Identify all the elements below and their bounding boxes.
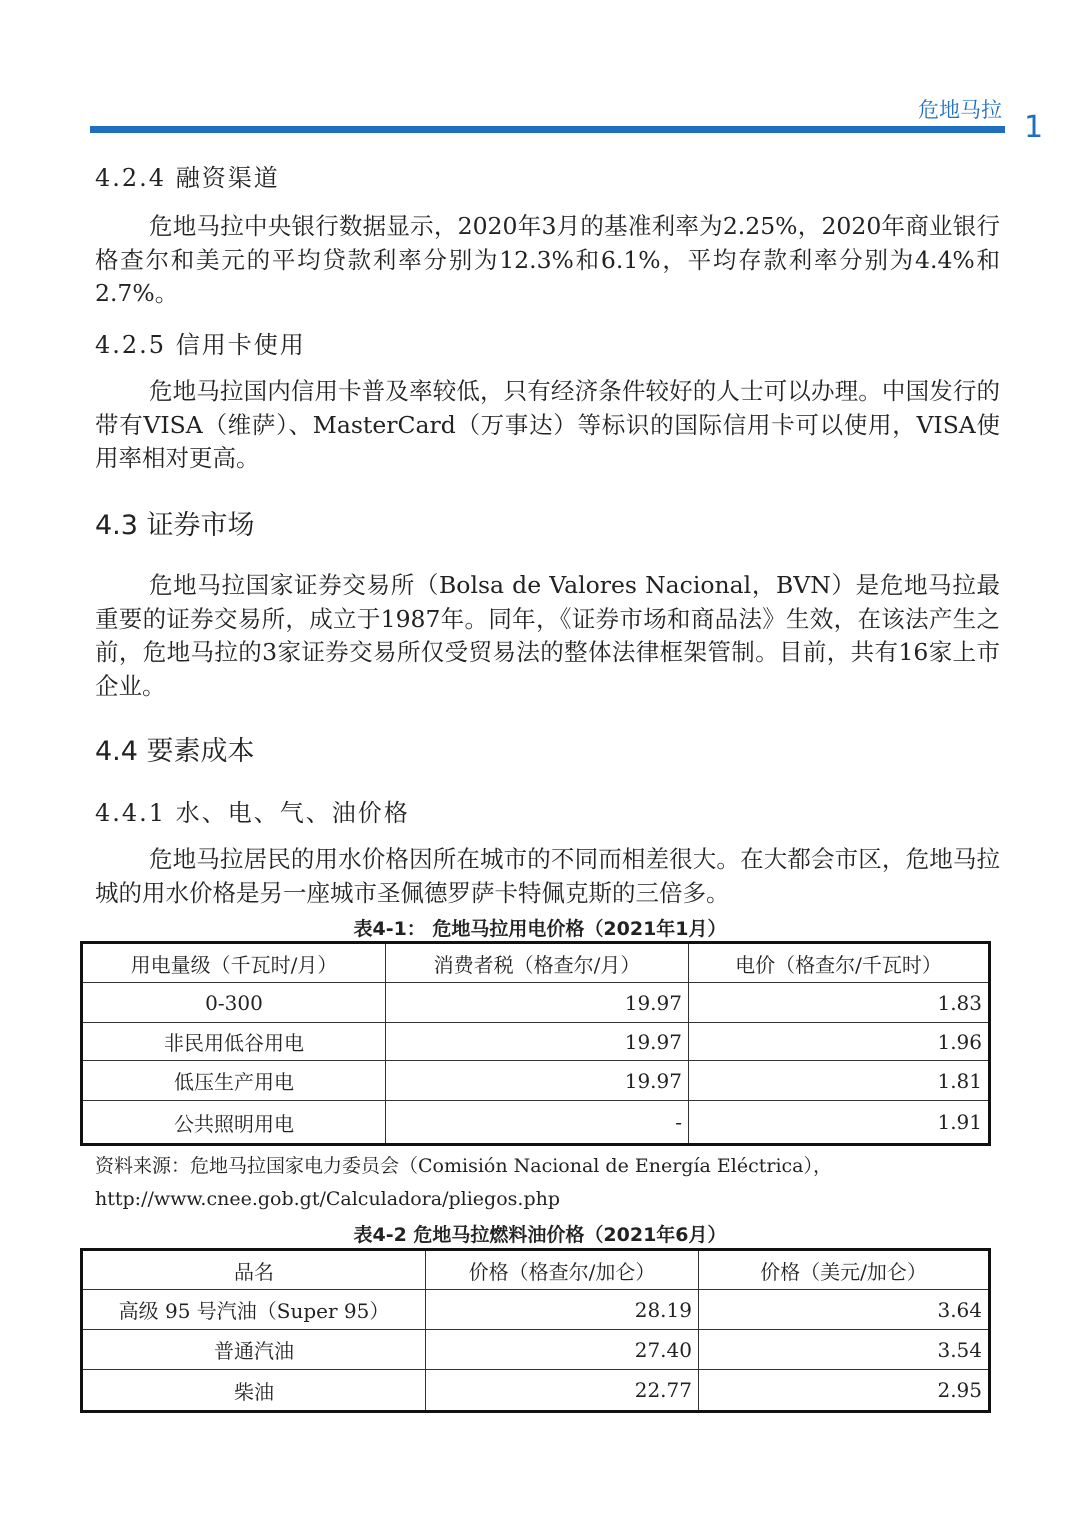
heading-4-4: 4.4 要素成本 xyxy=(95,736,255,767)
header-divider xyxy=(90,126,1005,133)
table-header-row xyxy=(82,943,990,983)
table-cell: 1.81 xyxy=(689,1061,990,1101)
heading-4-4-1: 4.4.1 水、电、气、油价格 xyxy=(95,799,410,827)
paragraph-4-2-5: 危地马拉国内信用卡普及率较低，只有经济条件较好的人士可以办理。中国发行的带有VISA（维萨）、MasterCard（万事达）等标识的国际信用卡可以使用，VISA使用率相对更高。 xyxy=(95,377,1000,472)
table-cell: 普通汽油 xyxy=(82,1330,426,1370)
table-cell: 19.97 xyxy=(386,983,689,1023)
heading-4-2-4: 4.2.4 融资渠道 xyxy=(95,164,280,192)
table-row xyxy=(82,1023,990,1061)
table-cell: 2.95 xyxy=(699,1370,990,1412)
table-cell: 27.40 xyxy=(426,1330,699,1370)
table-row xyxy=(82,1330,990,1370)
table-row xyxy=(82,1101,990,1145)
table-cell: 19.97 xyxy=(386,1023,689,1061)
table-cell: 3.54 xyxy=(699,1330,990,1370)
electricity-price-table xyxy=(80,941,991,1146)
fuel-price-table xyxy=(80,1248,991,1413)
table-cell: 1.83 xyxy=(689,983,990,1023)
table-header-cell: 电价（格查尔/千瓦时） xyxy=(689,943,990,983)
table-cell: - xyxy=(386,1101,689,1145)
table-cell: 22.77 xyxy=(426,1370,699,1412)
table-cell: 高级 95 号汽油（Super 95） xyxy=(82,1290,426,1330)
table-header-cell: 消费者税（格查尔/月） xyxy=(386,943,689,983)
table2-caption: 表4-2 危地马拉燃料油价格（2021年6月） xyxy=(353,1224,727,1246)
table-cell: 非民用低谷用电 xyxy=(82,1023,386,1061)
heading-4-2-5: 4.2.5 信用卡使用 xyxy=(95,331,306,359)
table-header-row xyxy=(82,1250,990,1290)
table-row xyxy=(82,1370,990,1412)
table-cell: 公共照明用电 xyxy=(82,1101,386,1145)
table-header-cell: 价格（格查尔/加仑） xyxy=(426,1250,699,1290)
page-number: 1 xyxy=(1024,110,1044,145)
paragraph-4-3: 危地马拉国家证券交易所（Bolsa de Valores Nacional，BVN）是危地马拉最重要的证券交易所，成立于1987年。同年，《证券市场和商品法》生效，在该法产生之前，危地马拉的3家证券交易所仅受贸易法的整体法律框架管制。目前，共有16家上市企业。 xyxy=(95,571,1000,700)
table-header-cell: 价格（美元/加仑） xyxy=(699,1250,990,1290)
table-header-cell: 用电量级（千瓦时/月） xyxy=(82,943,386,983)
table-cell: 28.19 xyxy=(426,1290,699,1330)
table-cell: 3.64 xyxy=(699,1290,990,1330)
table-cell: 0-300 xyxy=(82,983,386,1023)
table-cell: 1.91 xyxy=(689,1101,990,1145)
heading-4-3: 4.3 证券市场 xyxy=(95,510,255,541)
table-cell: 低压生产用电 xyxy=(82,1061,386,1101)
table-row xyxy=(82,1061,990,1101)
table-cell: 19.97 xyxy=(386,1061,689,1101)
table-header-cell: 品名 xyxy=(82,1250,426,1290)
table-cell: 柴油 xyxy=(82,1370,426,1412)
table-cell: 1.96 xyxy=(689,1023,990,1061)
table-row xyxy=(82,983,990,1023)
paragraph-4-2-4: 危地马拉中央银行数据显示，2020年3月的基准利率为2.25%，2020年商业银行格查尔和美元的平均贷款利率分别为12.3%和6.1%，平均存款利率分别为4.4%和2.7%。 xyxy=(95,212,1000,307)
table1-caption: 表4-1： 危地马拉用电价格（2021年1月） xyxy=(353,918,727,940)
paragraph-4-4-1: 危地马拉居民的用水价格因所在城市的不同而相差很大。在大都会市区，危地马拉城的用水价格是另一座城市圣佩德罗萨卡特佩克斯的三倍多。 xyxy=(95,845,1000,907)
running-header-title: 危地马拉 xyxy=(918,98,1002,122)
table1-source-note: 资料来源：危地马拉国家电力委员会（Comisión Nacional de Energía Eléctrica），http://www.cnee.gob.gt/Calculadora/pliegos.php xyxy=(95,1155,832,1210)
table-row xyxy=(82,1290,990,1330)
